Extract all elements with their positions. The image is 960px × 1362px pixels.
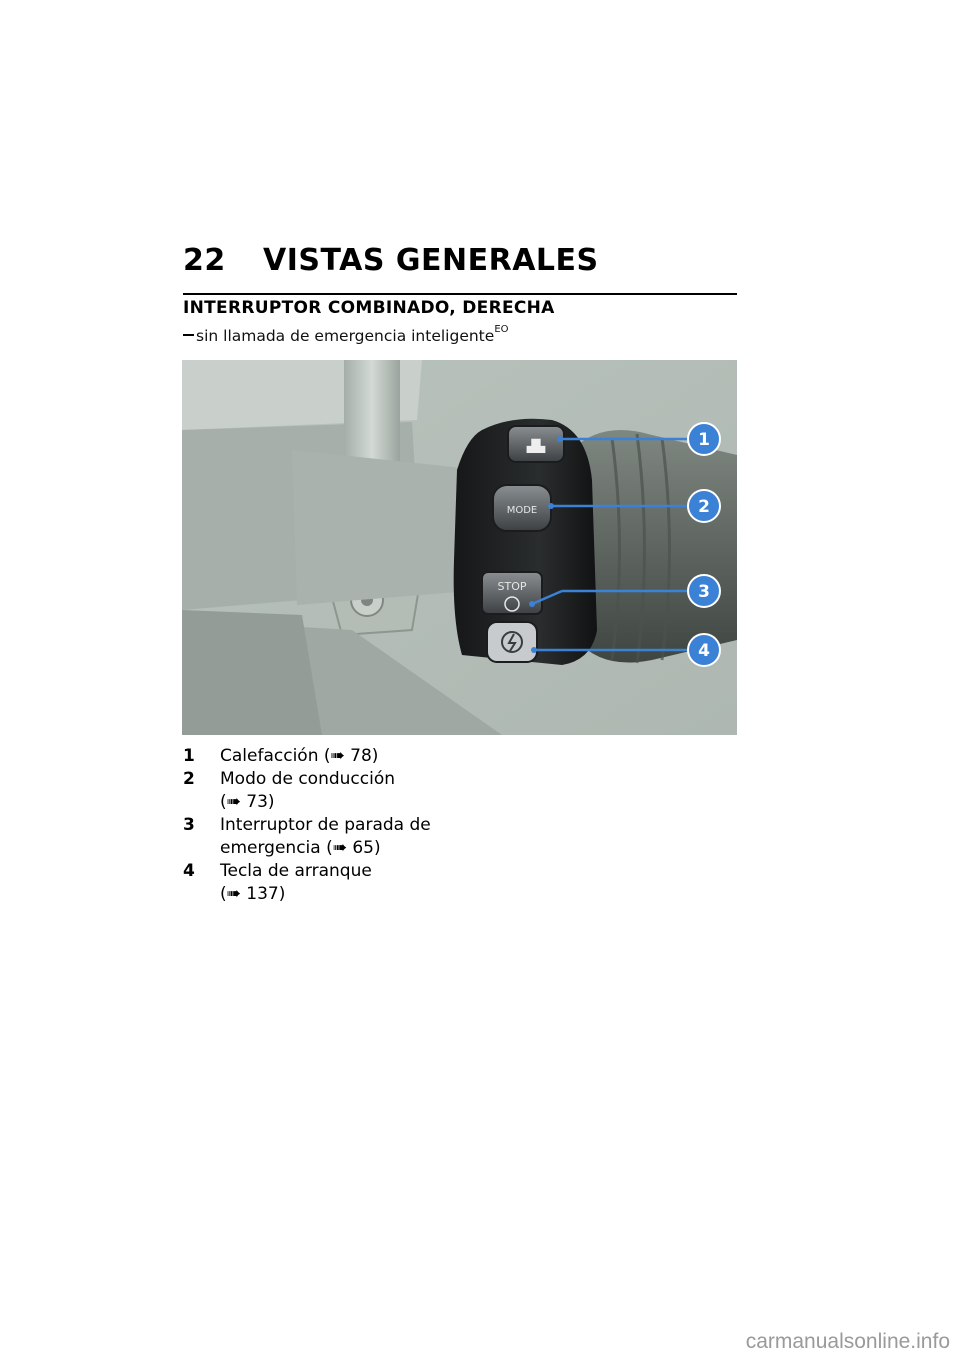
chapter-title: VISTAS GENERALES [263, 243, 599, 278]
subtitle-superscript: EO [494, 324, 509, 335]
legend-page-ref: (➠ 137) [220, 884, 286, 904]
legend-number: 4 [183, 861, 195, 881]
page-header [183, 243, 737, 283]
watermark: carmanualsonline.info [745, 1330, 950, 1353]
legend-page-ref: emergencia (➠ 65) [220, 838, 381, 858]
page-number: 22 [183, 243, 226, 278]
callout-dot [548, 503, 554, 509]
callout-number: 4 [698, 641, 710, 661]
figure-legend [183, 745, 483, 906]
legend-number: 1 [183, 746, 195, 766]
legend-text: Interruptor de parada de [220, 815, 431, 835]
mode-label: MODE [506, 505, 538, 516]
stop-switch [482, 572, 542, 614]
dash-mark [183, 334, 194, 336]
legend-number: 3 [183, 815, 195, 835]
legend-item [183, 814, 483, 860]
callout-number: 1 [698, 430, 710, 450]
legend-text: Calefacción (➠ 78) [220, 746, 379, 766]
callout-dot [529, 601, 535, 607]
callout-dot [531, 647, 537, 653]
section-subtitle [183, 324, 509, 346]
legend-item [183, 860, 483, 906]
heating-symbol: ▟▙ [526, 439, 546, 453]
callout-number: 2 [698, 497, 710, 517]
handlebar [292, 450, 482, 605]
section-title: INTERRUPTOR COMBINADO, DERECHA [183, 298, 555, 318]
callout-number: 3 [698, 582, 710, 602]
switch-illustration [182, 360, 737, 735]
header-divider [183, 293, 737, 295]
legend-number: 2 [183, 769, 195, 789]
legend-text: Modo de conducción [220, 769, 395, 789]
switch-drawing [182, 360, 737, 735]
subtitle-text: sin llamada de emergencia inteligente [196, 327, 495, 346]
legend-text: Tecla de arranque [220, 861, 372, 881]
callout-dot [557, 436, 563, 442]
legend-item [183, 768, 483, 814]
legend-item [183, 745, 483, 768]
legend-page-ref: (➠ 73) [220, 792, 275, 812]
lower-panel-dark [182, 610, 322, 735]
stop-label: STOP [497, 580, 527, 593]
